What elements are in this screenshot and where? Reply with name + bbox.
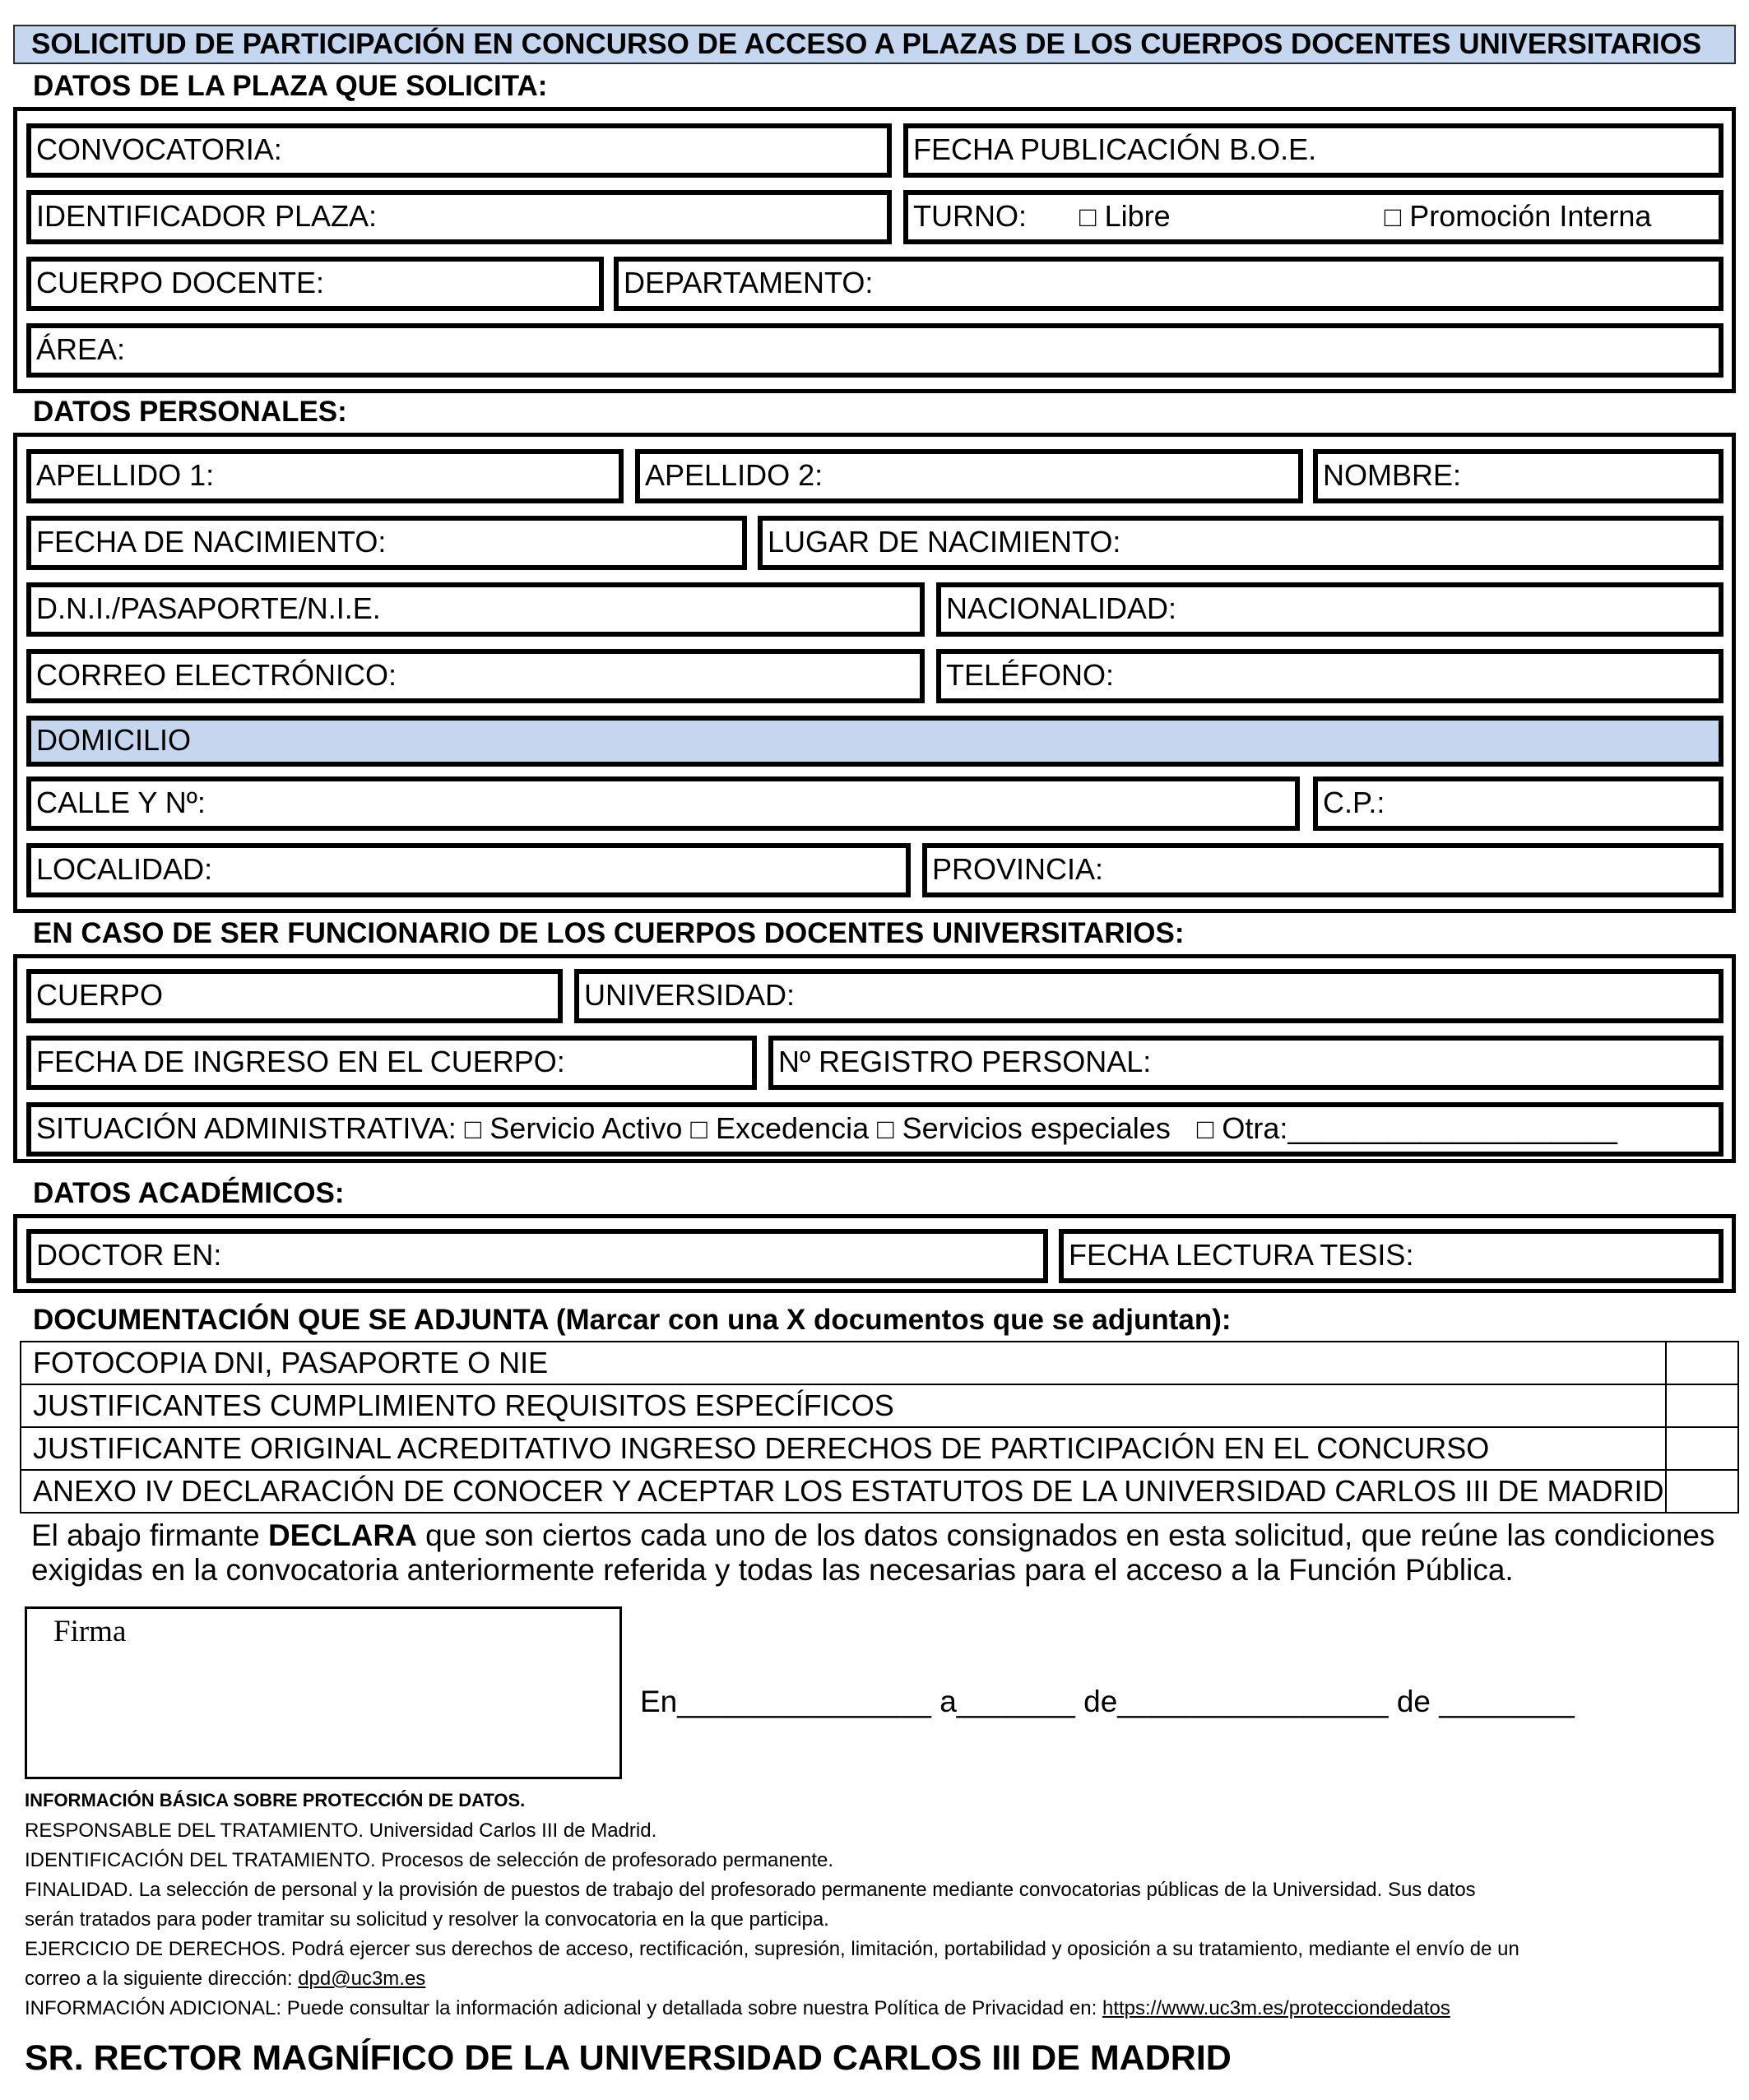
fecha-nacimiento-field[interactable]: FECHA DE NACIMIENTO: (26, 516, 747, 570)
proteccion-datos-title: INFORMACIÓN BÁSICA SOBRE PROTECCIÓN DE DATOS. (25, 1790, 526, 1810)
a-label: a (939, 1685, 957, 1718)
cuerpo-field[interactable]: CUERPO (26, 969, 563, 1023)
lugar-nacimiento-field[interactable]: LUGAR DE NACIMIENTO: (758, 516, 1723, 570)
fecha-boe-field[interactable]: FECHA PUBLICACIÓN B.O.E. (903, 123, 1723, 178)
universidad-field[interactable]: UNIVERSIDAD: (574, 969, 1723, 1023)
document-label: JUSTIFICANTES CUMPLIMIENTO REQUISITOS ESPECÍFICOS (21, 1384, 1666, 1427)
document-label: ANEXO IV DECLARACIÓN DE CONOCER Y ACEPTAR LOS ESTATUTOS DE LA UNIVERSIDAD CARLOS III DE MADRID (21, 1470, 1666, 1513)
apellido1-field[interactable]: APELLIDO 1: (26, 449, 624, 503)
dni-field[interactable]: D.N.I./PASAPORTE/N.I.E. (26, 582, 925, 637)
year-input[interactable]: ________ (1439, 1685, 1575, 1718)
table-row (21, 1342, 1738, 1384)
table-row (21, 1427, 1738, 1470)
turno-promocion-label: Promoción Interna (1409, 199, 1652, 233)
finalidad-text: FINALIDAD. La selección de personal y la provisión de puestos de trabajo del profesorado permanente mediante convocatorias públicas de la Universidad. Sus datos (25, 1879, 1476, 1901)
form-title: SOLICITUD DE PARTICIPACIÓN EN CONCURSO DE ACCESO A PLAZAS DE LOS CUERPOS DOCENTES UNIVERSITARIOS (13, 25, 1736, 64)
calle-field[interactable]: CALLE Y Nº: (26, 776, 1300, 831)
derechos-text: EJERCICIO DE DERECHOS. Podrá ejercer sus derechos de acceso, rectificación, supresión, limitación, portabilidad y oposición a su tratamiento, mediante el envío de un (25, 1938, 1519, 1960)
provincia-field[interactable]: PROVINCIA: (922, 843, 1723, 897)
checkbox-promocion-interna[interactable]: □ (1384, 202, 1402, 233)
checkbox-otra[interactable]: □ (1196, 1114, 1214, 1145)
document-check-box[interactable] (1666, 1384, 1738, 1427)
registro-personal-field[interactable]: Nº REGISTRO PERSONAL: (768, 1036, 1723, 1090)
checkbox-servicio-activo[interactable]: □ (464, 1114, 482, 1145)
responsable-text: RESPONSABLE DEL TRATAMIENTO. Universidad Carlos III de Madrid. (25, 1820, 657, 1842)
domicilio-header: DOMICILIO (26, 716, 1723, 767)
place-date-line (640, 1685, 1575, 1719)
departamento-field[interactable]: DEPARTAMENTO: (614, 257, 1723, 311)
signature-label: Firma (53, 1615, 127, 1648)
declaracion-prefix: El abajo firmante (31, 1518, 268, 1552)
month-input[interactable]: ________________ (1117, 1685, 1389, 1718)
table-row (21, 1384, 1738, 1427)
de-label: de (1396, 1685, 1431, 1718)
fecha-lectura-tesis-field[interactable]: FECHA LECTURA TESIS: (1059, 1229, 1723, 1283)
section-academicos-heading: DATOS ACADÉMICOS: (33, 1177, 345, 1209)
doctor-en-field[interactable]: DOCTOR EN: (26, 1229, 1048, 1283)
signature-box[interactable] (25, 1606, 622, 1779)
area-field[interactable]: ÁREA: (26, 323, 1723, 378)
section-documentacion-heading: DOCUMENTACIÓN QUE SE ADJUNTA (Marcar con una X documentos que se adjuntan): (33, 1304, 1232, 1336)
section-personales-heading: DATOS PERSONALES: (33, 396, 347, 428)
situacion-administrativa-field (26, 1102, 1723, 1157)
document-check-box[interactable] (1666, 1342, 1738, 1384)
turno-field (903, 190, 1723, 244)
derechos-prefix: correo a la siguiente dirección: (25, 1968, 299, 1990)
declaracion-body: que son ciertos cada uno de los datos consignados en esta solicitud, que reúne las condiciones exigidas en la convocatoria anteriormente referida y todas las necesarias para el acceso a la Función Pública. (31, 1518, 1715, 1587)
section-funcionario-heading: EN CASO DE SER FUNCIONARIO DE LOS CUERPOS DOCENTES UNIVERSITARIOS: (33, 917, 1185, 949)
checkbox-excedencia[interactable]: □ (690, 1114, 707, 1145)
codigo-postal-field[interactable]: C.P.: (1313, 776, 1723, 831)
otra-input-line[interactable]: ____________________ (1287, 1111, 1617, 1145)
nombre-field[interactable]: NOMBRE: (1313, 449, 1723, 503)
adicional-prefix: INFORMACIÓN ADICIONAL: Puede consultar la información adicional y detallada sobre nuestra Política de Privacidad en: (25, 1997, 1102, 2019)
checkbox-servicios-especiales[interactable]: □ (877, 1114, 894, 1145)
identificacion-text: IDENTIFICACIÓN DEL TRATAMIENTO. Procesos de selección de profesorado permanente. (25, 1849, 834, 1871)
cuerpo-docente-field[interactable]: CUERPO DOCENTE: (26, 257, 604, 311)
localidad-field[interactable]: LOCALIDAD: (26, 843, 911, 897)
servicios-especiales-label: Servicios especiales (902, 1111, 1171, 1145)
document-check-box[interactable] (1666, 1470, 1738, 1513)
document-label: JUSTIFICANTE ORIGINAL ACREDITATIVO INGRESO DERECHOS DE PARTICIPACIÓN EN EL CONCURSO (21, 1427, 1666, 1470)
telefono-field[interactable]: TELÉFONO: (936, 649, 1723, 703)
convocatoria-field[interactable]: CONVOCATORIA: (26, 123, 892, 178)
declaracion-text (31, 1518, 1742, 1588)
en-label: En (640, 1685, 678, 1718)
addressee-title: SR. RECTOR MAGNÍFICO DE LA UNIVERSIDAD CARLOS III DE MADRID (25, 2038, 1232, 2078)
nacionalidad-field[interactable]: NACIONALIDAD: (936, 582, 1723, 637)
de-label: de (1083, 1685, 1118, 1718)
adicional-text (25, 1994, 1450, 2024)
documentacion-table (20, 1341, 1739, 1514)
excedencia-label: Excedencia (715, 1111, 870, 1145)
place-input[interactable]: _______________ (677, 1685, 931, 1718)
servicio-activo-label: Servicio Activo (489, 1111, 683, 1145)
turno-libre-label: Libre (1104, 199, 1171, 233)
day-input[interactable]: _______ (956, 1685, 1075, 1718)
fecha-ingreso-field[interactable]: FECHA DE INGRESO EN EL CUERPO: (26, 1036, 757, 1090)
situacion-label: SITUACIÓN ADMINISTRATIVA: (36, 1111, 457, 1145)
otra-label: Otra: (1222, 1111, 1288, 1145)
identificador-plaza-field[interactable]: IDENTIFICADOR PLAZA: (26, 190, 892, 244)
checkbox-libre[interactable]: □ (1079, 202, 1097, 233)
document-label: FOTOCOPIA DNI, PASAPORTE O NIE (21, 1342, 1666, 1384)
apellido2-field[interactable]: APELLIDO 2: (635, 449, 1303, 503)
turno-label: TURNO: (913, 199, 1027, 233)
dpd-email-link[interactable]: dpd@uc3m.es (298, 1968, 426, 1990)
finalidad-text-2: serán tratados para poder tramitar su solicitud y resolver la convocatoria en la que participa. (25, 1908, 829, 1931)
document-check-box[interactable] (1666, 1427, 1738, 1470)
declaracion-keyword: DECLARA (267, 1518, 417, 1552)
correo-electronico-field[interactable]: CORREO ELECTRÓNICO: (26, 649, 925, 703)
derechos-text-2 (25, 1964, 425, 1994)
section-plaza-heading: DATOS DE LA PLAZA QUE SOLICITA: (33, 70, 548, 102)
table-row (21, 1470, 1738, 1513)
privacy-policy-link[interactable]: https://www.uc3m.es/protecciondedatos (1102, 1997, 1450, 2019)
